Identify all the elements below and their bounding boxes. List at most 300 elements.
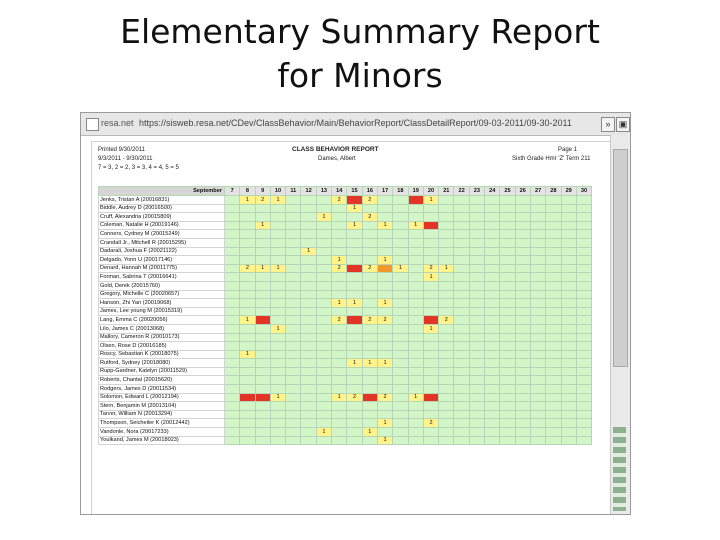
student-name[interactable]: Biddle, Audrey D (20016500) bbox=[99, 204, 225, 213]
behavior-cell bbox=[530, 238, 545, 247]
day-header: 25 bbox=[500, 187, 515, 196]
behavior-cell bbox=[423, 376, 438, 385]
behavior-cell bbox=[301, 230, 316, 239]
behavior-cell bbox=[270, 230, 285, 239]
behavior-cell bbox=[485, 290, 500, 299]
behavior-cell bbox=[423, 299, 438, 308]
student-name[interactable]: Hanson, Zhi Yan (20019068) bbox=[99, 299, 225, 308]
behavior-cell bbox=[439, 436, 454, 445]
behavior-cell: 1 bbox=[332, 393, 347, 402]
student-name[interactable]: Cruff, Alexandria (20015809) bbox=[99, 213, 225, 222]
behavior-cell bbox=[439, 256, 454, 265]
behavior-cell bbox=[576, 264, 591, 273]
behavior-cell bbox=[576, 410, 591, 419]
day-header: 11 bbox=[286, 187, 301, 196]
behavior-cell bbox=[515, 324, 530, 333]
behavior-cell bbox=[469, 230, 484, 239]
behavior-cell bbox=[546, 436, 561, 445]
behavior-cell bbox=[377, 247, 392, 256]
behavior-cell bbox=[301, 221, 316, 230]
behavior-cell bbox=[270, 436, 285, 445]
behavior-cell bbox=[454, 342, 469, 351]
behavior-cell bbox=[500, 256, 515, 265]
behavior-cell bbox=[286, 307, 301, 316]
behavior-cell bbox=[576, 204, 591, 213]
table-row[interactable] bbox=[99, 350, 592, 359]
table-row[interactable] bbox=[99, 290, 592, 299]
behavior-cell bbox=[546, 316, 561, 325]
day-header: 28 bbox=[546, 187, 561, 196]
behavior-cell bbox=[546, 256, 561, 265]
behavior-cell bbox=[469, 290, 484, 299]
behavior-cell: 2 bbox=[423, 419, 438, 428]
behavior-cell bbox=[347, 307, 362, 316]
student-name[interactable]: Coleman, Natalie H (20019146) bbox=[99, 221, 225, 230]
student-name[interactable]: Jenks, Tristan A (20016831) bbox=[99, 196, 225, 205]
table-row[interactable] bbox=[99, 376, 592, 385]
student-name[interactable]: Delgado, Yonn U (20017146) bbox=[99, 256, 225, 265]
behavior-cell bbox=[530, 324, 545, 333]
behavior-cell: 1 bbox=[408, 221, 423, 230]
behavior-cell bbox=[561, 436, 576, 445]
behavior-cell bbox=[301, 428, 316, 437]
behavior-cell bbox=[454, 204, 469, 213]
behavior-cell bbox=[439, 376, 454, 385]
behavior-cell bbox=[225, 204, 240, 213]
behavior-cell bbox=[255, 402, 270, 411]
behavior-cell bbox=[454, 256, 469, 265]
student-name[interactable]: Mallory, Cameron R (20010173) bbox=[99, 333, 225, 342]
behavior-cell bbox=[469, 333, 484, 342]
behavior-cell bbox=[469, 213, 484, 222]
behavior-cell bbox=[439, 213, 454, 222]
behavior-cell: 2 bbox=[362, 213, 377, 222]
behavior-cell bbox=[225, 213, 240, 222]
student-name[interactable]: Roberts, Chantal (20015620) bbox=[99, 376, 225, 385]
behavior-cell bbox=[316, 264, 331, 273]
behavior-cell bbox=[530, 247, 545, 256]
behavior-cell bbox=[225, 367, 240, 376]
behavior-cell bbox=[439, 333, 454, 342]
student-name[interactable]: Lilo, James C (20013068) bbox=[99, 324, 225, 333]
behavior-cell bbox=[530, 342, 545, 351]
student-name[interactable]: Roscy, Sebastian K (20018075) bbox=[99, 350, 225, 359]
student-name[interactable]: Youlkand, James M (20018023) bbox=[99, 436, 225, 445]
behavior-cell bbox=[255, 290, 270, 299]
behavior-cell bbox=[408, 247, 423, 256]
behavior-cell bbox=[500, 316, 515, 325]
behavior-cell bbox=[439, 428, 454, 437]
student-name[interactable]: Conners, Cydney M (20015249) bbox=[99, 230, 225, 239]
browser-screenshot bbox=[80, 112, 631, 515]
behavior-cell bbox=[347, 436, 362, 445]
behavior-cell bbox=[423, 316, 438, 325]
behavior-cell: 1 bbox=[362, 359, 377, 368]
table-row[interactable] bbox=[99, 410, 592, 419]
behavior-cell bbox=[515, 196, 530, 205]
behavior-cell: 2 bbox=[240, 264, 255, 273]
behavior-cell bbox=[270, 333, 285, 342]
behavior-cell bbox=[485, 393, 500, 402]
behavior-cell bbox=[316, 273, 331, 282]
behavior-cell bbox=[286, 316, 301, 325]
behavior-cell bbox=[301, 333, 316, 342]
behavior-cell: 1 bbox=[347, 221, 362, 230]
table-row[interactable] bbox=[99, 247, 592, 256]
table-row[interactable] bbox=[99, 324, 592, 333]
behavior-cell bbox=[454, 359, 469, 368]
behavior-cell bbox=[393, 213, 408, 222]
behavior-cell bbox=[393, 230, 408, 239]
behavior-cell bbox=[286, 350, 301, 359]
behavior-cell bbox=[469, 410, 484, 419]
behavior-cell bbox=[530, 436, 545, 445]
behavior-cell: 1 bbox=[377, 436, 392, 445]
behavior-cell bbox=[408, 213, 423, 222]
behavior-cell bbox=[530, 385, 545, 394]
behavior-cell: 1 bbox=[240, 350, 255, 359]
behavior-cell bbox=[270, 299, 285, 308]
behavior-cell bbox=[347, 273, 362, 282]
behavior-cell bbox=[225, 256, 240, 265]
behavior-cell bbox=[561, 428, 576, 437]
student-name[interactable]: Forman, Sabrina T (20016641) bbox=[99, 273, 225, 282]
table-row[interactable] bbox=[99, 238, 592, 247]
behavior-cell bbox=[240, 419, 255, 428]
behavior-cell bbox=[546, 221, 561, 230]
behavior-cell bbox=[408, 436, 423, 445]
behavior-cell bbox=[515, 333, 530, 342]
table-row[interactable] bbox=[99, 256, 592, 265]
behavior-cell bbox=[301, 290, 316, 299]
behavior-cell bbox=[301, 281, 316, 290]
table-row[interactable] bbox=[99, 436, 592, 445]
behavior-cell bbox=[500, 333, 515, 342]
behavior-cell bbox=[561, 350, 576, 359]
behavior-cell bbox=[500, 419, 515, 428]
behavior-cell bbox=[286, 428, 301, 437]
student-name[interactable]: Thompson, Seicheiler K (20012442) bbox=[99, 419, 225, 428]
behavior-cell bbox=[530, 196, 545, 205]
behavior-cell bbox=[332, 247, 347, 256]
behavior-cell bbox=[393, 316, 408, 325]
student-name[interactable]: Lang, Emma C (20020056) bbox=[99, 316, 225, 325]
url-text[interactable]: https://sisweb.resa.net/CDev/ClassBehavior/Main/BehaviorReport/ClassDetailReport/09-03-2011/09-30-2011 bbox=[139, 118, 572, 128]
behavior-cell bbox=[454, 393, 469, 402]
behavior-cell bbox=[439, 281, 454, 290]
behavior-cell: 1 bbox=[316, 428, 331, 437]
behavior-cell bbox=[576, 281, 591, 290]
table-row[interactable] bbox=[99, 307, 592, 316]
behavior-cell bbox=[347, 367, 362, 376]
student-name[interactable]: Rodgers, James D (20011534) bbox=[99, 385, 225, 394]
behavior-cell bbox=[485, 342, 500, 351]
behavior-cell bbox=[485, 436, 500, 445]
behavior-cell bbox=[347, 196, 362, 205]
behavior-cell bbox=[301, 264, 316, 273]
behavior-cell bbox=[240, 376, 255, 385]
behavior-cell bbox=[362, 273, 377, 282]
behavior-cell bbox=[362, 221, 377, 230]
behavior-cell bbox=[316, 256, 331, 265]
student-name[interactable]: Tarver, William N (20013294) bbox=[99, 410, 225, 419]
behavior-cell bbox=[546, 238, 561, 247]
site-host: resa.net bbox=[101, 118, 134, 128]
behavior-cell bbox=[255, 393, 270, 402]
table-row[interactable] bbox=[99, 213, 592, 222]
day-header: 30 bbox=[576, 187, 591, 196]
behavior-cell bbox=[561, 410, 576, 419]
behavior-cell bbox=[301, 204, 316, 213]
table-row[interactable] bbox=[99, 230, 592, 239]
behavior-cell bbox=[408, 367, 423, 376]
behavior-cell bbox=[485, 359, 500, 368]
behavior-cell bbox=[530, 410, 545, 419]
behavior-cell bbox=[286, 367, 301, 376]
student-name[interactable]: Gold, Derek (20015760) bbox=[99, 281, 225, 290]
behavior-cell bbox=[347, 350, 362, 359]
vertical-scrollbar[interactable] bbox=[610, 135, 630, 515]
behavior-cell bbox=[362, 436, 377, 445]
page-menu-icon[interactable]: ▣ bbox=[616, 117, 630, 132]
behavior-cell bbox=[270, 342, 285, 351]
behavior-cell bbox=[561, 307, 576, 316]
behavior-cell bbox=[347, 333, 362, 342]
behavior-cell bbox=[240, 238, 255, 247]
table-row[interactable] bbox=[99, 359, 592, 368]
behavior-cell: 2 bbox=[377, 393, 392, 402]
table-row[interactable] bbox=[99, 273, 592, 282]
student-name[interactable]: Denard, Hannah M (20011775) bbox=[99, 264, 225, 273]
behavior-cell bbox=[546, 213, 561, 222]
student-name[interactable]: James, Lee young M (20015319) bbox=[99, 307, 225, 316]
behavior-cell bbox=[576, 333, 591, 342]
behavior-cell bbox=[454, 376, 469, 385]
table-row[interactable] bbox=[99, 204, 592, 213]
behavior-cell bbox=[515, 273, 530, 282]
behavior-cell bbox=[454, 324, 469, 333]
behavior-cell bbox=[530, 256, 545, 265]
behavior-cell bbox=[301, 367, 316, 376]
student-name[interactable]: Solomon, Edward L (20012194) bbox=[99, 393, 225, 402]
behavior-cell bbox=[546, 350, 561, 359]
behavior-cell bbox=[530, 213, 545, 222]
behavior-cell bbox=[546, 299, 561, 308]
behavior-cell bbox=[454, 410, 469, 419]
table-row[interactable] bbox=[99, 393, 592, 402]
behavior-cell bbox=[515, 221, 530, 230]
behavior-cell bbox=[362, 333, 377, 342]
behavior-cell bbox=[485, 264, 500, 273]
behavior-cell bbox=[225, 307, 240, 316]
table-row[interactable] bbox=[99, 385, 592, 394]
behavior-cell bbox=[423, 385, 438, 394]
behavior-cell bbox=[423, 281, 438, 290]
behavior-cell bbox=[362, 376, 377, 385]
behavior-cell bbox=[377, 204, 392, 213]
behavior-cell bbox=[454, 419, 469, 428]
behavior-cell bbox=[546, 324, 561, 333]
behavior-cell bbox=[546, 264, 561, 273]
behavior-cell bbox=[561, 230, 576, 239]
table-row[interactable] bbox=[99, 264, 592, 273]
behavior-cell bbox=[500, 230, 515, 239]
behavior-cell bbox=[423, 307, 438, 316]
day-header: 23 bbox=[469, 187, 484, 196]
behavior-cell bbox=[561, 264, 576, 273]
table-row[interactable] bbox=[99, 299, 592, 308]
behavior-cell bbox=[240, 230, 255, 239]
behavior-cell bbox=[332, 333, 347, 342]
behavior-cell bbox=[454, 281, 469, 290]
behavior-cell bbox=[347, 230, 362, 239]
behavior-cell bbox=[439, 393, 454, 402]
behavior-cell bbox=[561, 299, 576, 308]
behavior-cell bbox=[500, 307, 515, 316]
behavior-cell bbox=[469, 238, 484, 247]
behavior-cell bbox=[270, 281, 285, 290]
behavior-cell: 1 bbox=[408, 393, 423, 402]
table-row[interactable] bbox=[99, 221, 592, 230]
day-header: 10 bbox=[270, 187, 285, 196]
behavior-cell bbox=[332, 419, 347, 428]
behavior-cell bbox=[225, 324, 240, 333]
table-row[interactable] bbox=[99, 333, 592, 342]
table-row[interactable] bbox=[99, 367, 592, 376]
student-name[interactable]: Crandall Jr., Mitchell R (20015295) bbox=[99, 238, 225, 247]
table-row[interactable] bbox=[99, 281, 592, 290]
behavior-cell bbox=[362, 307, 377, 316]
behavior-cell bbox=[439, 230, 454, 239]
table-row[interactable] bbox=[99, 428, 592, 437]
behavior-cell bbox=[530, 307, 545, 316]
behavior-cell bbox=[225, 238, 240, 247]
behavior-cell bbox=[393, 281, 408, 290]
scroll-markers bbox=[613, 427, 626, 511]
behavior-cell bbox=[240, 221, 255, 230]
behavior-cell bbox=[286, 281, 301, 290]
table-row[interactable] bbox=[99, 419, 592, 428]
behavior-cell bbox=[377, 281, 392, 290]
behavior-cell bbox=[270, 213, 285, 222]
behavior-cell bbox=[423, 290, 438, 299]
behavior-cell bbox=[469, 221, 484, 230]
behavior-cell bbox=[240, 204, 255, 213]
address-bar[interactable] bbox=[81, 113, 630, 136]
behavior-cell bbox=[454, 230, 469, 239]
behavior-cell bbox=[332, 342, 347, 351]
behavior-cell bbox=[439, 342, 454, 351]
behavior-cell bbox=[240, 281, 255, 290]
behavior-cell bbox=[515, 204, 530, 213]
chevron-right-icon[interactable]: » bbox=[601, 117, 615, 132]
behavior-cell bbox=[439, 410, 454, 419]
behavior-cell bbox=[423, 428, 438, 437]
behavior-cell bbox=[347, 213, 362, 222]
student-name[interactable]: Dadarali, Joshua F (20021122) bbox=[99, 247, 225, 256]
behavior-cell bbox=[408, 281, 423, 290]
student-name[interactable]: Olsen, Rose D (20016185) bbox=[99, 342, 225, 351]
behavior-cell bbox=[439, 324, 454, 333]
behavior-cell bbox=[332, 273, 347, 282]
behavior-cell bbox=[393, 290, 408, 299]
behavior-cell bbox=[576, 256, 591, 265]
student-name[interactable]: Rupp-Gardner, Katelyn (20011529) bbox=[99, 367, 225, 376]
table-row[interactable] bbox=[99, 196, 592, 205]
behavior-cell bbox=[393, 238, 408, 247]
behavior-cell bbox=[255, 419, 270, 428]
behavior-cell: 1 bbox=[316, 213, 331, 222]
behavior-cell bbox=[439, 204, 454, 213]
behavior-cell: 1 bbox=[423, 273, 438, 282]
behavior-cell bbox=[515, 419, 530, 428]
behavior-cell bbox=[485, 238, 500, 247]
behavior-cell bbox=[347, 385, 362, 394]
table-row[interactable] bbox=[99, 342, 592, 351]
behavior-cell bbox=[423, 213, 438, 222]
behavior-cell bbox=[301, 256, 316, 265]
behavior-cell bbox=[546, 393, 561, 402]
student-name[interactable]: Vandonle, Nora (20017233) bbox=[99, 428, 225, 437]
student-name[interactable]: Rutford, Sydney (20018080) bbox=[99, 359, 225, 368]
behavior-cell bbox=[332, 204, 347, 213]
behavior-cell bbox=[515, 316, 530, 325]
behavior-cell: 1 bbox=[439, 264, 454, 273]
behavior-cell bbox=[225, 402, 240, 411]
day-header: 16 bbox=[362, 187, 377, 196]
behavior-cell bbox=[225, 385, 240, 394]
table-row[interactable] bbox=[99, 316, 592, 325]
behavior-cell: 1 bbox=[332, 256, 347, 265]
behavior-cell bbox=[561, 281, 576, 290]
behavior-cell bbox=[255, 204, 270, 213]
table-row[interactable] bbox=[99, 402, 592, 411]
behavior-cell bbox=[225, 436, 240, 445]
behavior-cell bbox=[576, 299, 591, 308]
behavior-cell bbox=[408, 376, 423, 385]
behavior-cell bbox=[347, 256, 362, 265]
behavior-cell bbox=[347, 247, 362, 256]
behavior-cell bbox=[500, 324, 515, 333]
behavior-cell bbox=[469, 393, 484, 402]
behavior-cell bbox=[454, 247, 469, 256]
behavior-cell bbox=[316, 221, 331, 230]
behavior-cell bbox=[439, 196, 454, 205]
behavior-cell bbox=[286, 436, 301, 445]
behavior-cell bbox=[469, 324, 484, 333]
scrollbar-thumb[interactable] bbox=[613, 149, 628, 367]
behavior-cell: 1 bbox=[270, 393, 285, 402]
behavior-cell bbox=[255, 367, 270, 376]
behavior-cell bbox=[286, 196, 301, 205]
behavior-cell bbox=[286, 324, 301, 333]
behavior-cell bbox=[332, 367, 347, 376]
behavior-cell bbox=[454, 350, 469, 359]
behavior-cell bbox=[316, 359, 331, 368]
behavior-cell bbox=[576, 196, 591, 205]
behavior-cell bbox=[500, 367, 515, 376]
behavior-cell bbox=[393, 204, 408, 213]
behavior-cell bbox=[225, 299, 240, 308]
behavior-cell bbox=[393, 256, 408, 265]
behavior-cell bbox=[225, 393, 240, 402]
behavior-cell bbox=[485, 402, 500, 411]
behavior-cell bbox=[439, 385, 454, 394]
student-name[interactable]: Gregory, Michelle C (20020657) bbox=[99, 290, 225, 299]
student-name[interactable]: Stern, Benjamin M (20013104) bbox=[99, 402, 225, 411]
behavior-cell bbox=[530, 221, 545, 230]
behavior-cell bbox=[485, 367, 500, 376]
